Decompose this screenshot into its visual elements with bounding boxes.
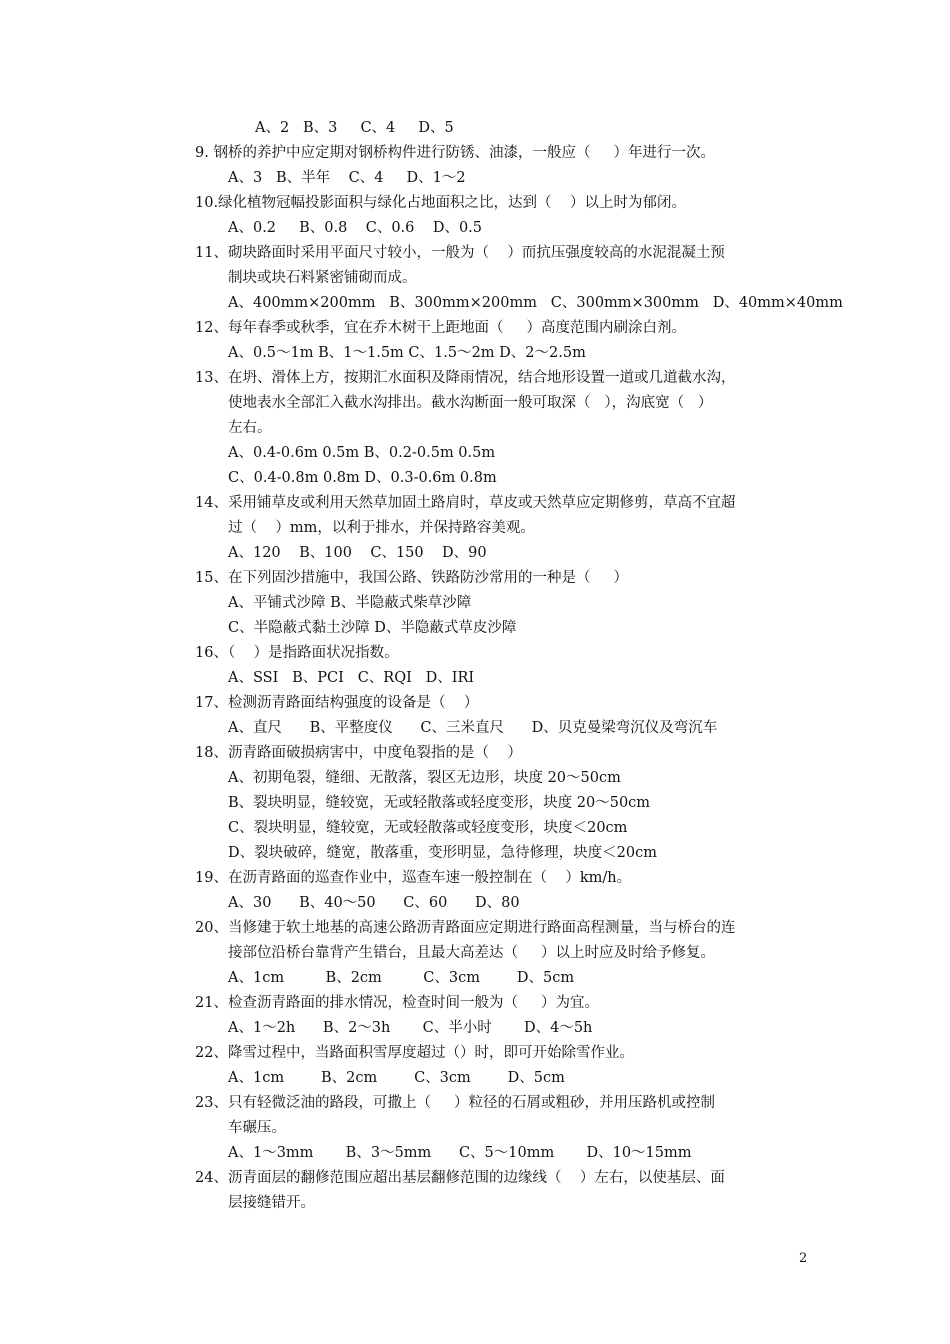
q18-option-a: A、初期龟裂，缝细、无散落，裂区无边形，块度 20～50cm — [228, 770, 621, 786]
q10-options: A、0.2 B、0.8 C、0.6 D、0.5 — [228, 220, 483, 236]
q19-text: 19、在沥青路面的巡查作业中，巡查车速一般控制在（ ）km/h。 — [195, 870, 632, 886]
q11-text-cont: 制块或块石料紧密铺砌而成。 — [228, 270, 417, 286]
q21-options: A、1～2h B、2～3h C、半小时 D、4～5h — [228, 1020, 593, 1036]
q21-text: 21、检查沥青路面的排水情况，检查时间一般为（ ）为宜。 — [195, 995, 599, 1011]
q23-text-cont: 车碾压。 — [228, 1120, 286, 1136]
q8-options: A、2 B、3 C、4 D、5 — [255, 120, 454, 136]
q18-text: 18、沥青路面破损病害中，中度龟裂指的是（ ） — [195, 745, 522, 761]
page-number: 2 — [799, 1251, 808, 1266]
q17-text: 17、检测沥青路面结构强度的设备是（ ） — [195, 695, 479, 711]
q15-options: C、半隐蔽式黏土沙障 D、半隐蔽式草皮沙障 — [228, 620, 517, 636]
q9-text: 9. 钢桥的养护中应定期对钢桥构件进行防锈、油漆，一般应（ ）年进行一次。 — [195, 145, 715, 161]
q20-text: 20、当修建于软土地基的高速公路沥青路面应定期进行路面高程测量，当与桥台的连 — [195, 920, 736, 936]
q18-option-b: B、裂块明显，缝较宽，无或轻散落或轻度变形，块度 20～50cm — [228, 795, 651, 811]
q13-options: A、0.4-0.6m 0.5m B、0.2-0.5m 0.5m — [228, 445, 496, 461]
q22-text: 22、降雪过程中，当路面积雪厚度超过（）时，即可开始除雪作业。 — [195, 1045, 634, 1061]
q19-options: A、30 B、40～50 C、60 D、80 — [228, 895, 520, 911]
q24-text-cont: 层接缝错开。 — [228, 1195, 315, 1211]
q20-options: A、1cm B、2cm C、3cm D、5cm — [228, 970, 575, 986]
q22-options: A、1cm B、2cm C、3cm D、5cm — [228, 1070, 565, 1086]
q16-text: 16、（ ）是指路面状况指数。 — [195, 645, 399, 661]
q24-text: 24、沥青面层的翻修范围应超出基层翻修范围的边缘线（ ）左右，以使基层、面 — [195, 1170, 725, 1186]
q17-options: A、直尺 B、平整度仪 C、三米直尺 D、贝克曼梁弯沉仪及弯沉车 — [228, 720, 718, 736]
q18-option-c: C、裂块明显，缝较宽，无或轻散落或轻度变形，块度＜20cm — [228, 820, 628, 836]
q16-options: A、SSI B、PCI C、RQI D、IRI — [228, 670, 475, 686]
q13-text-cont: 使地表水全部汇入截水沟排出。截水沟断面一般可取深（ ），沟底宽（ ） — [228, 395, 713, 411]
q12-text: 12、每年春季或秋季，宜在乔木树干上距地面（ ）高度范围内刷涂白剂。 — [195, 320, 686, 336]
q14-text-cont: 过（ ）mm，以利于排水，并保持路容美观。 — [228, 520, 535, 536]
q10-text: 10.绿化植物冠幅投影面积与绿化占地面积之比，达到（ ）以上时为郁闭。 — [195, 195, 686, 211]
q12-options: A、0.5～1m B、1～1.5m C、1.5～2m D、2～2.5m — [228, 345, 586, 361]
q18-option-d: D、裂块破碎，缝宽，散落重，变形明显，急待修理，块度＜20cm — [228, 845, 657, 861]
q23-options: A、1～3mm B、3～5mm C、5～10mm D、10～15mm — [228, 1145, 692, 1161]
q13-text-cont: 左右。 — [228, 420, 272, 436]
q23-text: 23、只有轻微泛油的路段，可撒上（ ）粒径的石屑或粗砂，并用压路机或控制 — [195, 1095, 715, 1111]
q14-text: 14、采用铺草皮或利用天然草加固土路肩时，草皮或天然草应定期修剪，草高不宜超 — [195, 495, 736, 511]
q15-text: 15、在下列固沙措施中，我国公路、铁路防沙常用的一种是（ ） — [195, 570, 628, 586]
q20-text-cont: 接部位沿桥台靠背产生错台，且最大高差达（ ）以上时应及时给予修复。 — [228, 945, 716, 961]
q11-text: 11、砌块路面时采用平面尺寸较小，一般为（ ）而抗压强度较高的水泥混凝土预 — [195, 245, 725, 261]
q9-options: A、3 B、半年 C、4 D、1～2 — [228, 170, 466, 186]
q13-options: C、0.4-0.8m 0.8m D、0.3-0.6m 0.8m — [228, 470, 497, 486]
q15-options: A、平铺式沙障 B、半隐蔽式柴草沙障 — [228, 595, 472, 611]
q14-options: A、120 B、100 C、150 D、90 — [228, 545, 487, 561]
q11-options: A、400mm×200mm B、300mm×200mm C、300mm×300mm D、40mm×40mm — [228, 295, 843, 311]
q13-text: 13、在坍、滑体上方，按期汇水面积及降雨情况，结合地形设置一道或几道截水沟， — [195, 370, 736, 386]
